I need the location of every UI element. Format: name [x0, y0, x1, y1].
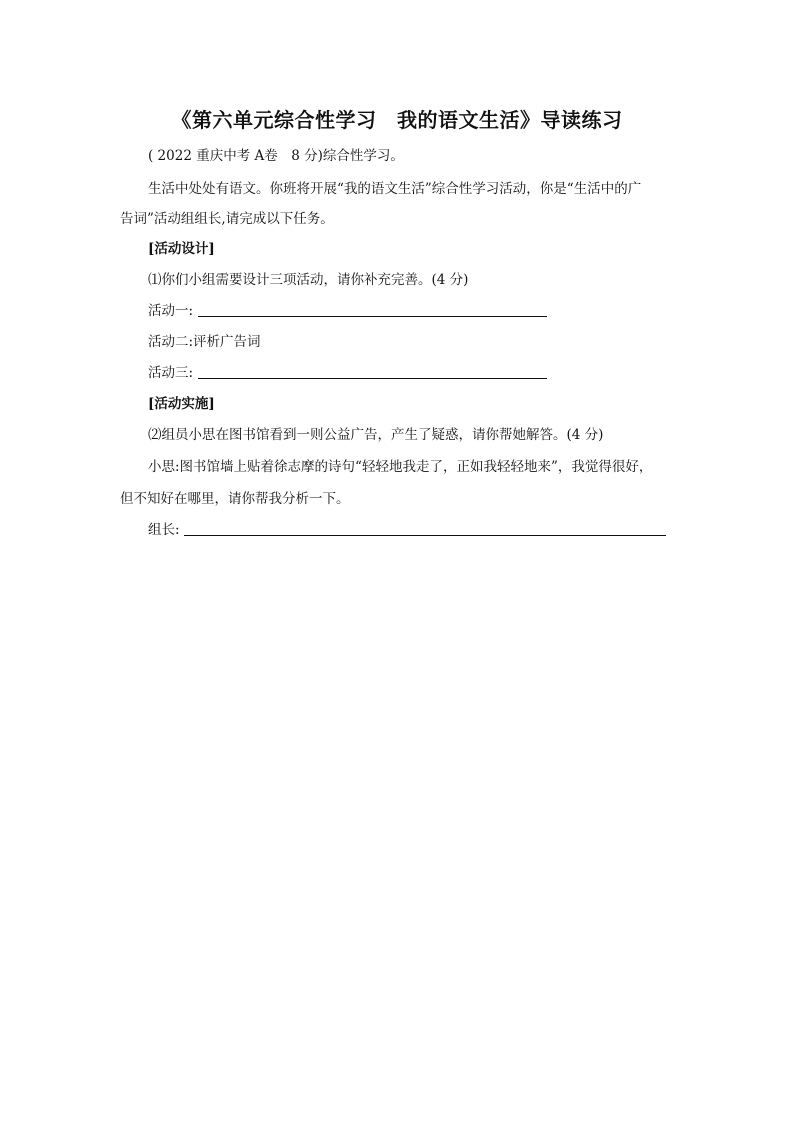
xiaosi-line-1: 小思:图书馆墙上贴着徐志摩的诗句“轻轻地我走了，正如我轻轻地来”，我觉得很好，: [148, 459, 653, 475]
section-heading-implementation: [活动实施]: [148, 396, 215, 412]
leader-answer-blank[interactable]: [184, 535, 666, 536]
activity-2-text: 活动二:评析广告词: [148, 334, 261, 350]
intro-line-2: 告词”活动组组长,请完成以下任务。: [120, 211, 334, 227]
leader-label: 组长:: [148, 522, 180, 538]
section-heading-design: [活动设计]: [148, 241, 215, 257]
activity-3-label: 活动三:: [148, 365, 194, 381]
question-1: ⑴你们小组需要设计三项活动，请你补充完善。(4 分): [148, 272, 469, 288]
activity-1-answer-blank[interactable]: [198, 316, 547, 317]
question-source: ( 2022 重庆中考 A卷 8 分)综合性学习。: [148, 148, 404, 164]
page-title: 《第六单元综合性学习 我的语文生活》导读练习: [171, 108, 623, 132]
activity-1-label: 活动一:: [148, 303, 194, 319]
question-2: ⑵组员小思在图书馆看到一则公益广告，产生了疑惑，请你帮她解答。(4 分): [148, 427, 604, 443]
activity-3-answer-blank[interactable]: [198, 378, 547, 379]
xiaosi-line-2: 但不知好在哪里，请你帮我分析一下。: [120, 491, 350, 507]
intro-line-1: 生活中处处有语文。你班将开展“我的语文生活”综合性学习活动，你是“生活中的广: [148, 181, 642, 197]
